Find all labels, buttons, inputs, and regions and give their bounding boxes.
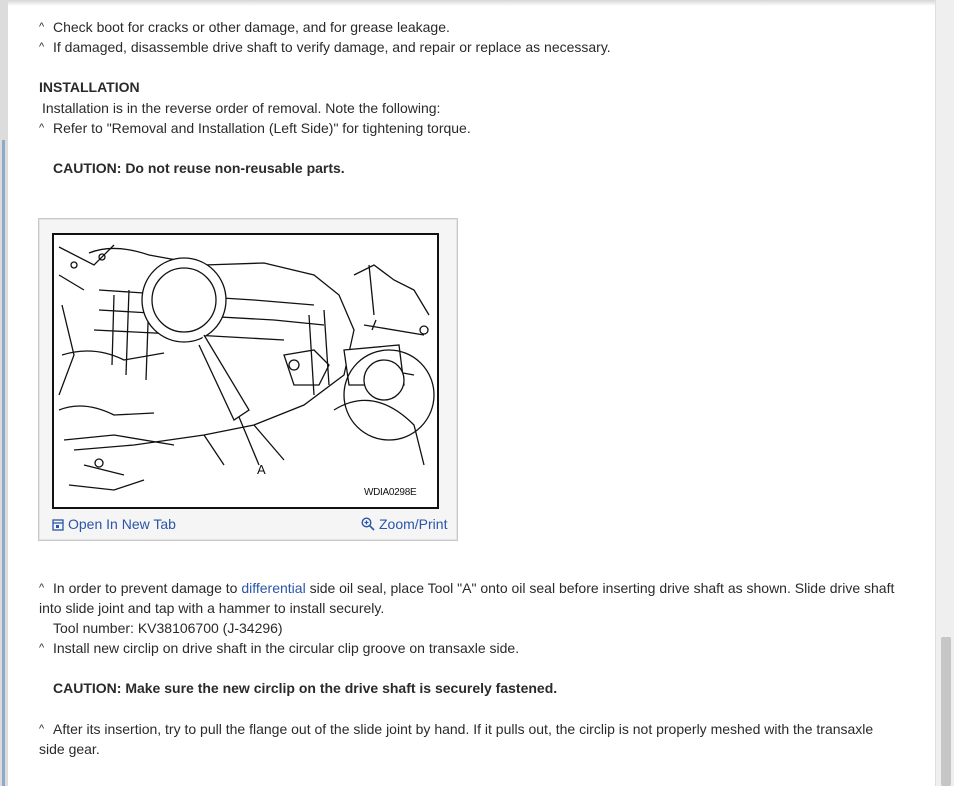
caution-reuse: CAUTION: Do not reuse non-reusable parts. [53,160,345,176]
caution-circlip: CAUTION: Make sure the new circlip on the drive shaft is securely fastened. [53,680,558,696]
bullet-caret: ^ [39,723,45,735]
bullet-caret: ^ [39,21,45,33]
diagram-illustration [54,235,437,507]
after-insertion-line1: After its insertion, try to pull the flange out of the slide joint by hand. If it pulls out, the circlip is not properly meshed with the transaxle [53,721,874,737]
drive-shaft-diagram[interactable] [52,233,439,509]
list-item [39,37,611,57]
bullet-caret: ^ [39,582,45,594]
scrollbar-thumb[interactable] [941,637,951,786]
figure-code: WDIA0298E [364,487,417,498]
list-item [39,719,873,739]
install-circlip-text: Install new circlip on drive shaft in the circular clip groove on transaxle side. [53,640,520,656]
top-divider [8,0,935,6]
bullet-caret: ^ [39,642,45,654]
list-item [39,578,894,598]
list-item [39,17,450,37]
list-item [39,118,471,138]
prevent-damage-line2: into slide joint and tap with a hammer to install securely. [39,600,385,616]
installation-heading: INSTALLATION [39,79,140,95]
open-tab-icon [52,519,64,531]
bullet-caret: ^ [39,122,45,134]
refer-removal-text: Refer to "Removal and Installation (Left Side)" for tightening torque. [53,120,471,136]
after-insertion-line2: side gear. [39,741,100,757]
if-damaged-text: If damaged, disassemble drive shaft to verify damage, and repair or replace as necessary. [53,39,611,55]
list-item [39,638,519,658]
zoom-icon [361,517,375,531]
document-content [8,0,935,786]
check-boot-text: Check boot for cracks or other damage, and for grease leakage. [53,19,450,35]
prevent-damage-post: side oil seal, place Tool "A" onto oil seal before inserting drive shaft as shown. Slide drive shaft [305,580,895,596]
figure-panel [38,218,458,541]
left-accent-bar [2,140,5,786]
zoom-print-label: Zoom/Print [379,516,448,532]
differential-link[interactable]: differential [241,580,306,596]
open-in-new-tab-link[interactable] [52,515,176,533]
prevent-damage-pre: In order to prevent damage to [53,580,242,596]
callout-label-a: A [257,462,266,477]
bullet-caret: ^ [39,41,45,53]
tool-number: Tool number: KV38106700 (J-34296) [53,620,283,636]
installation-intro: Installation is in the reverse order of removal. Note the following: [42,100,441,116]
vertical-scrollbar[interactable] [935,0,954,786]
zoom-print-link[interactable] [361,515,447,533]
open-in-new-tab-label: Open In New Tab [68,516,176,532]
